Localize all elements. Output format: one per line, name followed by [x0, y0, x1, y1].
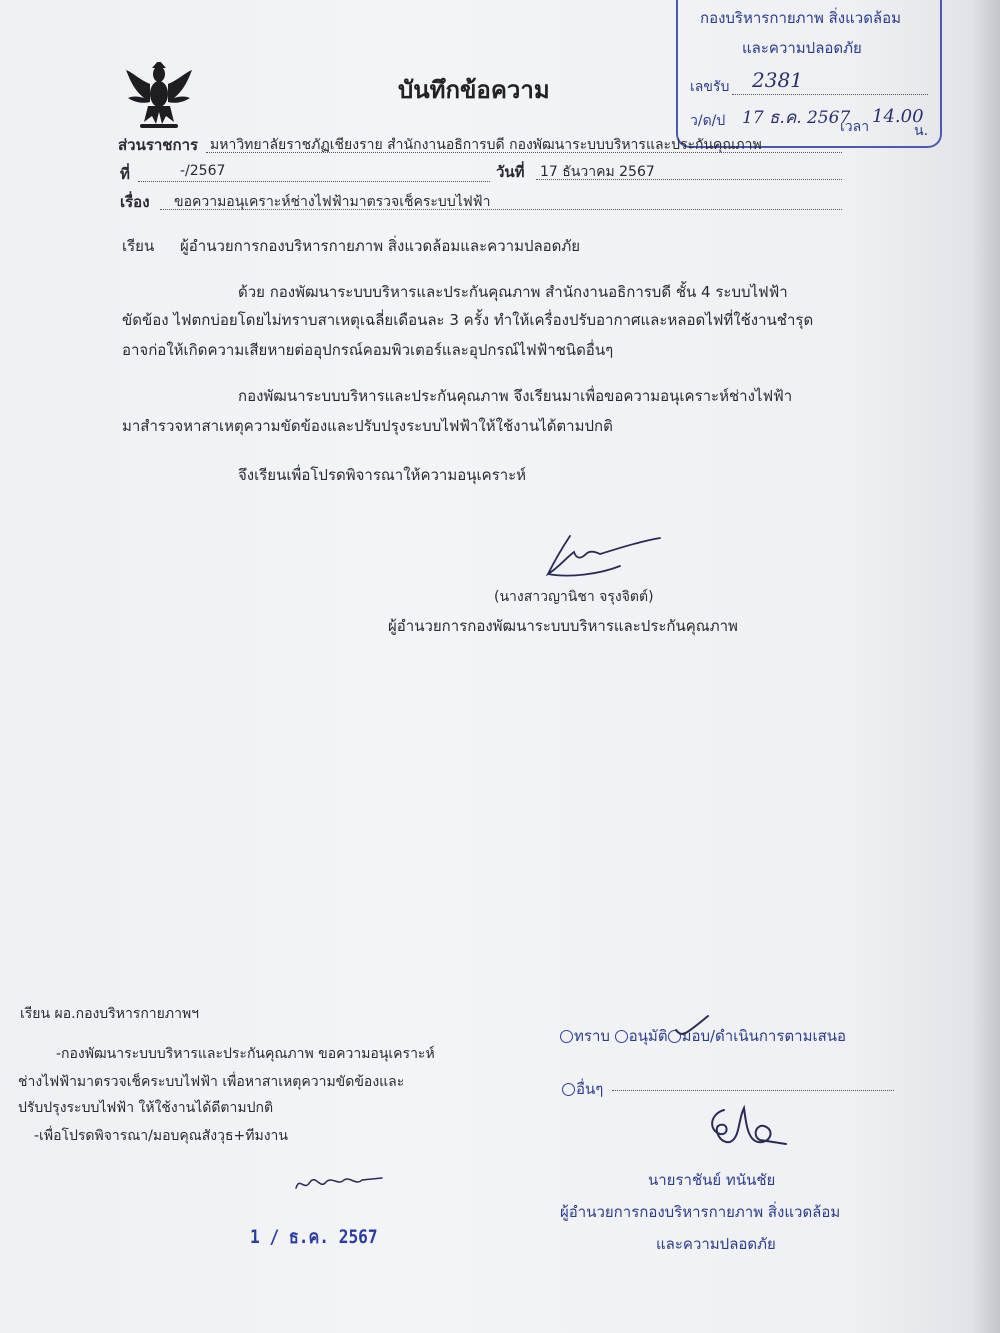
note-left-line3: ช่างไฟฟ้ามาตรวจเช็คระบบไฟฟ้า เพื่อหาสาเหตุความขัดข้องและ: [18, 1074, 405, 1090]
receipt-time-label: เวลา: [840, 119, 870, 135]
date-line: [536, 179, 842, 180]
garuda-emblem-icon: [122, 62, 196, 130]
approver-name: นายราชันย์ ทนันชัย: [648, 1171, 776, 1189]
agency-value: มหาวิทยาลัยราชภัฏเชียงราย สำนักงานอธิการบดี กองพัฒนาระบบบริหารและประกันคุณภาพ: [210, 137, 762, 153]
agency-label: ส่วนราชการ: [118, 136, 199, 154]
option-approve-circle: [615, 1030, 628, 1043]
note-left-date-stamp: 1 / ธ.ค. 2567: [250, 1226, 378, 1248]
subject-label: เรื่อง: [120, 193, 150, 211]
subject-line: [160, 209, 842, 210]
signature-note-left: [290, 1168, 390, 1198]
sender-position: ผู้อำนวยการกองพัฒนาระบบบริหารและประกันคุณภาพ: [388, 617, 738, 635]
para3-closing: จึงเรียนเพื่อโปรดพิจารณาให้ความอนุเคราะห์: [238, 466, 527, 484]
receipt-number-line: [732, 94, 928, 95]
receipt-number-label: เลขรับ: [690, 79, 730, 95]
option-known: ทราบ: [574, 1027, 610, 1045]
receipt-stamp-dept: กองบริหารกายภาพ สิ่งแวดล้อม: [700, 9, 902, 27]
approver-position-line1: ผู้อำนวยการกองบริหารกายภาพ สิ่งแวดล้อม: [560, 1203, 841, 1221]
signature-sender: [540, 528, 670, 588]
receipt-date-label: ว/ด/ป: [690, 113, 726, 129]
option-known-circle: [560, 1030, 573, 1043]
ref-label: ที่: [120, 165, 130, 183]
date-label: วันที่: [496, 163, 525, 181]
ref-value: -/2567: [180, 163, 226, 179]
receipt-stamp-dept-2: และความปลอดภัย: [742, 39, 862, 57]
approver-position-line2: และความปลอดภัย: [656, 1235, 776, 1253]
receipt-time-unit: น.: [914, 123, 929, 139]
salutation-label: เรียน: [122, 237, 155, 255]
option-approve: อนุมัติ: [628, 1027, 668, 1045]
option-other-label: อื่นๆ: [576, 1080, 604, 1098]
date-value: 17 ธันวาคม 2567: [540, 164, 655, 180]
para1-line3: อาจก่อให้เกิดความเสียหายต่ออุปกรณ์คอมพิวเตอร์และอุปกรณ์ไฟฟ้าชนิดอื่นๆ: [122, 341, 614, 359]
agency-line: [206, 152, 842, 153]
para1-line1: ด้วย กองพัฒนาระบบบริหารและประกันคุณภาพ สำนักงานอธิการบดี ชั้น 4 ระบบไฟฟ้า: [238, 283, 788, 301]
para2-line1: กองพัฒนาระบบบริหารและประกันคุณภาพ จึงเรียนมาเพื่อขอความอนุเคราะห์ช่างไฟฟ้า: [238, 387, 793, 405]
memo-title: บันทึกข้อความ: [398, 76, 550, 104]
subject-value: ขอความอนุเคราะห์ช่างไฟฟ้ามาตรวจเช็คระบบไฟฟ้า: [174, 194, 491, 210]
note-left-line2: -กองพัฒนาระบบบริหารและประกันคุณภาพ ขอความอนุเคราะห์: [56, 1046, 435, 1062]
note-left-line4: ปรับปรุงระบบไฟฟ้า ให้ใช้งานได้ดีตามปกติ: [18, 1100, 274, 1116]
receipt-number-value: 2381: [752, 68, 803, 92]
note-left-line5: -เพื่อโปรดพิจารณา/มอบคุณสังวุธ+ทีมงาน: [34, 1128, 288, 1144]
signature-approver: [700, 1100, 790, 1156]
receipt-time-value: 14.00: [872, 106, 924, 127]
note-left-line1: เรียน ผอ.กองบริหารกายภาพฯ: [20, 1006, 200, 1022]
para1-line2: ขัดข้อง ไฟตกบ่อยโดยไม่ทราบสาเหตุเฉลี่ยเดือนละ 3 ครั้ง ทำให้เครื่องปรับอากาศและหลอดไฟที่ใช้งานชำรุด: [122, 311, 814, 329]
paper-edge-shadow: [970, 0, 1000, 1333]
option-assign: มอบ/ดำเนินการตามเสนอ: [681, 1027, 847, 1045]
other-line: [612, 1090, 894, 1091]
ref-line: [138, 181, 490, 182]
option-other-circle: [562, 1083, 575, 1096]
sender-name: (นางสาวญานิชา จรุงจิตต์): [494, 589, 654, 605]
receipt-date-value: 17 ธ.ค. 2567: [742, 108, 851, 128]
salutation-value: ผู้อำนวยการกองบริหารกายภาพ สิ่งแวดล้อมและความปลอดภัย: [180, 237, 581, 255]
note-right-other: [562, 1077, 603, 1101]
para2-line2: มาสำรวจหาสาเหตุความขัดข้องและปรับปรุงระบบไฟฟ้าให้ใช้งานได้ตามปกติ: [122, 417, 613, 435]
approve-tick-mark: [672, 1012, 712, 1042]
